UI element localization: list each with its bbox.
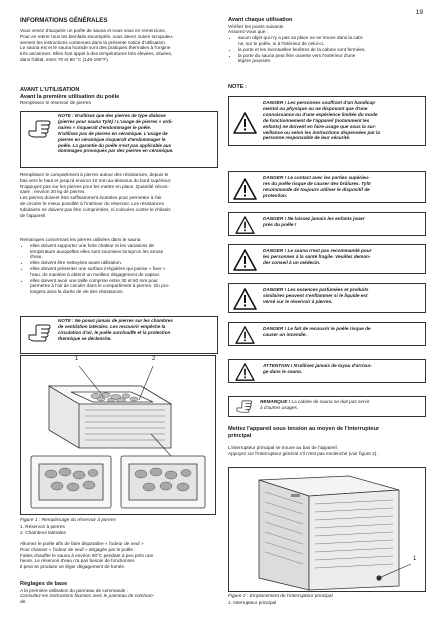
figure-1-label-2: 2 xyxy=(152,356,156,362)
checklist xyxy=(228,35,428,64)
warning-triangle-icon xyxy=(233,112,257,134)
list-item: • elles doivent être nettoyées avant utilisation. xyxy=(30,260,220,266)
danger-box-burns: DANGER ! Le contact avec les parties supérieu- res du poêle risque de causer des brûlures. Tylö recommande de toujours utiliser le dispositif de protection. xyxy=(228,171,426,203)
hand-note-icon xyxy=(26,321,52,345)
before-each-use-title: Avant chaque utilisation xyxy=(228,17,293,23)
figure-2-label-1: 1 xyxy=(413,556,417,562)
main-switch-section: Mettez l'appareil sous tension au moyen de l'interrupteur principal L'interrupteur principal se trouve au bas de l'appareil. Appuyez sur l'interrupteur général s'il n'est pas enclenché (voir figure 2). xyxy=(228,426,380,456)
danger-box-covering: DANGER ! Le fait de recouvrir le poêle risque de causer un incendie. xyxy=(228,322,426,346)
note-heading: NOTE : xyxy=(228,84,247,90)
hand-note-icon xyxy=(26,117,52,141)
basic-settings-title: Réglages de base xyxy=(20,581,68,587)
stone-remarks-list xyxy=(20,243,220,295)
warning-triangle-icon xyxy=(233,326,257,344)
attention-box-hose: ATTENTION ! N'utilisez jamais de tuyau d'arrosa- ge dans le sauna. xyxy=(228,359,426,383)
figure-1-label-1: 1 xyxy=(75,356,79,362)
note-stones-box: NOTE : N'utilisez que des pierres de type diabase (pierres pour sauna Tylö) ! L'usage de pierres « ordi- naires » risquerait d'endommager le poêle. N'utilisez pas de pierres en céramique. L'usage de pierres en céramique risquerait d'endommager le poêle. La garantie du poêle n'est pas applicable aux dommages provoqués par des pierres en céramique. xyxy=(20,111,218,168)
warning-triangle-icon xyxy=(233,249,257,271)
danger-box-health: DANGER ! Le sauna n'est pas recommandé pour les personnes à la santé fragile. Veuillez deman- der conseil à un médecin. xyxy=(228,244,426,274)
danger-box-children: DANGER ! Ne laissez jamais les enfants jouer près du poêle ! xyxy=(228,212,426,236)
left-column xyxy=(20,17,220,63)
warning-triangle-icon xyxy=(233,216,257,234)
note-side-chambers-box: NOTE : Ne posez jamais de pierres sur les chambres de ventilation latérales. Les recouvrir empêche la circulation d'air, le poêle surchauffe et la protection thermique se déclenche. xyxy=(20,316,218,354)
figure-2-caption: Figure 2 : Emplacement de l'interrupteur principal 1. Interrupteur principal xyxy=(228,594,333,605)
list-item: • elles doivent avoir une taille comprise entre 30 et 60 mm pour permettre à l'air de circuler dans le compartiment à pierres. On pro- longera ainsi la durée de vie des résistances. xyxy=(30,278,220,295)
section-title: AVANT L'UTILISATION xyxy=(20,87,80,93)
page-number: 19 xyxy=(415,9,423,16)
section-subtitle: Avant la première utilisation du poêle xyxy=(20,93,120,100)
fill-instructions: Remplissez le compartiment à pierres autour des résistances, depuis le bas vers le haut et jusqu'à environ 10 mm au-dessous du bord supérieur. N'appuyez pas sur les pierres pour les mettre en place. Quantité néces- saire : environ 20 kg de pierres. Les pierres doivent être suffisamment écartées pour permettre à l'air de circuler le mieux possible à l'intérieur du réservoir. Les résistances tubulaires ne doivent pas être comprimées, ni coincées contre le châssis de l'appareil xyxy=(20,172,172,218)
remark-label: REMARQUE ! xyxy=(260,399,291,404)
stone-remarks: Remarques concernant les pierres utilisées dans le sauna • elles doivent supporter une forte chaleur et les variations de température auxquelles elles sont soumises lorsqu'on les arrose d'eau. • elles doivent être nettoyées avant utilisation. • elles doivent présenter une surface irrégulière qui puisse « fixer » l'eau, de manière à obtenir un meilleur dégagement de vapeur. • elles doivent avoir une taille comprise entre 30 et 60 mm pour permettre à l'air de circuler dans le compartiment à pierres. On pro- longera ainsi la durée de vie des résistances. xyxy=(20,237,220,295)
hand-note-icon xyxy=(233,398,255,415)
danger-box-supervision: DANGER ! Les personnes souffrant d'un handicap mental ou physique ou ne disposant que d'une connaissance ou d'une expérience limitée du mode de fonctionnement de l'appareil (notamment les enfants) ne doivent en faire usage que sous la sur- veillance ou selon les instructions dispensées par la personne responsable de leur sécurité. xyxy=(228,96,426,146)
list-item: • aucun objet qui n'y a pas sa place ne se trouve dans la cabi- ne, sur le poêle, ni à l'intérieur de celui-ci. xyxy=(238,35,428,47)
basic-settings-section: Réglages de base A la première utilisation du panneau de commande : Consultez les instructions fournies avec le panneau de comman- de. xyxy=(20,581,220,605)
remark-box: REMARQUE ! La cabine de sauna ne doit pas servir à d'autres usages. xyxy=(228,396,426,417)
before-each-use-section: Avant chaque utilisation Vérifiez les points suivants Assurez-vous que : • aucun objet qui n'y a pas sa place ne se trouve dans la cabi- ne, sur le poêle, ni à l'intérieur de celui-ci. • la porte et les éventuelles fenêtres de la cabine sont fermées. • la porte du sauna peut être ouverte vers l'extérieur d'une légère poussée. xyxy=(228,17,428,64)
figure-2-frame xyxy=(228,467,426,592)
list-item: • la porte et les éventuelles fenêtres de la cabine sont fermées. xyxy=(238,47,428,53)
intro-text: Vous venez d'acquérir un poêle de sauna et nous vous en remercions. Pour en retirer tous les bienfaits escomptés, vous devez suivre scrupuleu- sement les instructions contenues dans la présente notice d'utilisation. Le sauna est et le sauna humide sont des pratiques thermales à l'origine très anciennes. Elles font appel à des températures très élevées, situées, dans l'idéal, entre 70 et 90 °C (145-190°F). xyxy=(20,28,174,62)
new-smell-section: Allumez le poêle afin de faire disparaître « l'odeur de neuf » Pour chasser « l'odeur de neuf » dégagée par le poêle : Faites chauffer le sauna à environ 90°C pendant à peu près une heure. Le réservoir d'eau n'a pas besoin de fonctionner. Il peut se produire un léger dégagement de fumée. xyxy=(20,541,154,570)
warning-triangle-icon xyxy=(233,288,257,310)
main-switch-illustration xyxy=(229,468,425,591)
general-info-title: INFORMATIONS GÉNÉRALES xyxy=(20,17,108,24)
warning-triangle-icon xyxy=(233,178,257,200)
list-item: • elles doivent supporter une forte chaleur et les variations de température auxquelles elles sont soumises lorsqu'on les arrose d'eau. xyxy=(30,243,220,260)
before-use-section xyxy=(20,87,220,106)
warning-triangle-icon xyxy=(233,363,257,381)
stone-reservoir-illustration xyxy=(21,356,215,514)
list-item: • la porte du sauna peut être ouverte vers l'extérieur d'une légère poussée. xyxy=(238,53,428,65)
danger-box-essences: DANGER ! Les essences parfumées et produits similaires peuvent s'enflammer si le liquide est versé sur le réservoir à pierres. xyxy=(228,283,426,313)
figure-1-caption: Figure 1 : Remplissage du réservoir à pierres 1. Réservoir à pierres 2. Chambres latérales xyxy=(20,518,116,535)
list-item: • elles doivent présenter une surface irrégulière qui puisse « fixer » l'eau, de manière à obtenir un meilleur dégagement de vapeur. xyxy=(30,266,220,278)
figure-1-frame xyxy=(20,355,216,515)
section-sub2: Remplissez le réservoir de pierres xyxy=(20,100,91,106)
